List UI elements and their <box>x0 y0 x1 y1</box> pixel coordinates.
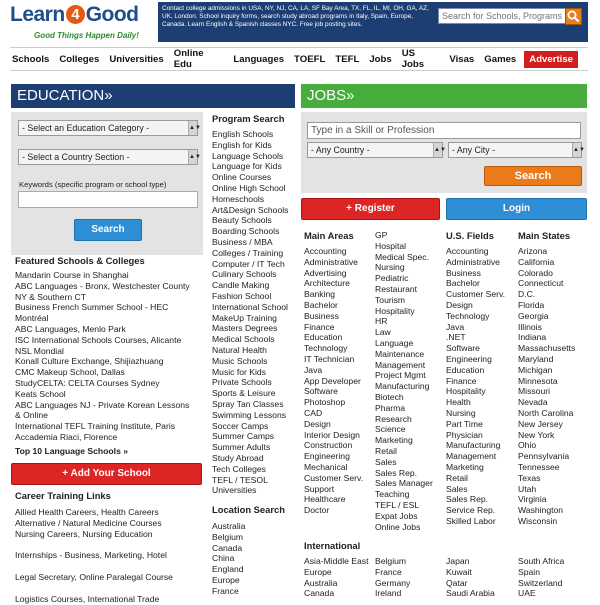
featured-school-link[interactable]: NSL Mondial <box>15 345 64 356</box>
program-link[interactable]: Soccer Camps <box>212 420 269 431</box>
program-link[interactable]: Natural Health <box>212 344 267 355</box>
program-link[interactable]: Language for Kids <box>212 161 282 172</box>
us-field-link[interactable]: Business <box>446 267 481 278</box>
chevron-down-icon: ▲▼ <box>188 121 197 135</box>
international-link[interactable]: Saudi Arabia <box>446 588 495 599</box>
job-area-link[interactable]: TEFL / ESL <box>375 499 420 510</box>
career-links <box>15 507 162 539</box>
us-field-link[interactable]: Customer Serv. <box>446 289 506 300</box>
program-link[interactable]: English for Kids <box>212 139 272 150</box>
job-area-link[interactable]: Sales Manager <box>375 478 433 489</box>
job-area-link[interactable]: Restaurant <box>375 283 418 294</box>
job-area-link[interactable]: Management <box>375 359 426 370</box>
program-link[interactable]: MakeUp Training <box>212 312 277 323</box>
job-area-link[interactable]: Design <box>304 418 331 429</box>
job-country-select[interactable]: - Any Country - ▲▼ <box>307 142 443 158</box>
location-link[interactable]: Canada <box>212 542 243 553</box>
job-areas-list-2 <box>375 230 433 532</box>
state-link[interactable]: Pennsylvania <box>518 451 570 462</box>
us-field-link[interactable]: Software <box>446 343 480 354</box>
job-area-link[interactable]: Language <box>375 337 414 348</box>
us-field-link[interactable]: Service Rep. <box>446 505 496 516</box>
nav-item[interactable]: TEFL <box>335 53 360 65</box>
international-link[interactable]: France <box>375 566 402 577</box>
keywords-label: Keywords (specific program or school type) <box>19 180 167 189</box>
featured-school-link[interactable]: ISC International Schools Courses, Alicante <box>15 334 182 345</box>
job-area-link[interactable]: Architecture <box>304 278 350 289</box>
career-link-logistics[interactable]: Logistics Courses, International Trade <box>15 594 160 604</box>
us-field-link[interactable]: Sales <box>446 483 468 494</box>
featured-school-link[interactable]: Mandarin Course in Shanghai <box>15 270 129 280</box>
state-link[interactable]: Washington <box>518 505 564 516</box>
job-area-link[interactable]: Teaching <box>375 489 410 500</box>
state-link[interactable]: Missouri <box>518 386 550 397</box>
main-states-title: Main States <box>518 230 571 241</box>
us-field-link[interactable]: Marketing <box>446 461 484 472</box>
featured-school-link[interactable]: Business French Summer School - HEC <box>15 302 169 313</box>
us-field-link[interactable]: Administrative <box>446 256 500 267</box>
us-field-link[interactable]: Bachelor <box>446 278 480 289</box>
register-button[interactable]: + Register <box>301 198 440 220</box>
job-area-link[interactable]: Accounting <box>304 246 347 256</box>
state-link[interactable]: California <box>518 256 555 267</box>
nav-item[interactable]: TOEFL <box>294 53 326 65</box>
international-link[interactable]: Ireland <box>375 588 402 599</box>
us-field-link[interactable]: Physician <box>446 429 483 440</box>
international-link[interactable]: Switzerland <box>518 577 563 588</box>
job-city-select[interactable]: - Any City - ▲▼ <box>448 142 582 158</box>
state-link[interactable]: Arizona <box>518 246 548 256</box>
state-link[interactable]: Minnesota <box>518 375 558 386</box>
us-field-link[interactable]: Technology <box>446 310 490 321</box>
international-list-3 <box>446 556 495 599</box>
program-link[interactable]: English Schools <box>212 129 274 139</box>
job-area-link[interactable]: Banking <box>304 289 336 300</box>
nav-item[interactable]: Visas <box>449 53 475 65</box>
location-link[interactable]: Europe <box>212 574 240 585</box>
location-link[interactable]: Australia <box>212 521 246 531</box>
logo-wordmark: Learn 4 Good <box>10 3 139 26</box>
us-field-link[interactable]: Java <box>446 321 465 332</box>
program-link[interactable]: Music for Kids <box>212 366 266 377</box>
program-link[interactable]: Online High School <box>212 182 286 193</box>
state-link[interactable]: Virginia <box>518 494 547 505</box>
featured-school-link[interactable]: Konall Culture Exchange, Shijiazhuang <box>15 356 164 367</box>
us-field-link[interactable]: Retail <box>446 472 468 483</box>
location-link[interactable]: France <box>212 585 239 596</box>
featured-school-link[interactable]: Montréal <box>15 313 49 324</box>
job-area-link[interactable]: Administrative <box>304 256 358 267</box>
job-area-link[interactable]: Engineering <box>304 451 350 462</box>
program-link[interactable]: Art&Design Schools <box>212 204 289 215</box>
job-area-link[interactable]: Medical Spec. <box>375 251 429 262</box>
international-link[interactable]: Asia-Middle East <box>304 556 369 566</box>
state-link[interactable]: New Jersey <box>518 418 563 429</box>
nav-item[interactable]: Colleges <box>59 53 100 65</box>
us-field-link[interactable]: .NET <box>446 332 466 343</box>
job-area-link[interactable]: Hospital <box>375 240 407 251</box>
state-link[interactable]: Connecticut <box>518 278 564 289</box>
job-area-link[interactable]: Pharma <box>375 402 406 413</box>
program-link[interactable]: Fashion School <box>212 290 272 301</box>
location-search-title: Location Search <box>212 504 285 515</box>
nav-item[interactable]: Languages <box>233 53 285 65</box>
logo-tagline: Good Things Happen Daily! <box>34 31 139 40</box>
us-field-link[interactable]: Health <box>446 397 471 408</box>
nav-item[interactable]: Schools <box>12 53 50 65</box>
us-field-link[interactable]: Hospitality <box>446 386 486 397</box>
state-link[interactable]: Ohio <box>518 440 537 451</box>
program-link[interactable]: Language Schools <box>212 150 284 161</box>
state-link[interactable]: Michigan <box>518 364 553 375</box>
job-area-link[interactable]: Online Jobs <box>375 521 421 532</box>
us-field-link[interactable]: Manufacturing <box>446 440 501 451</box>
featured-school-link[interactable]: ABC Languages - Bronx, Westchester County <box>15 280 190 291</box>
international-link[interactable]: Australia <box>304 577 338 588</box>
advertise-button[interactable]: Advertise <box>524 51 578 68</box>
site-logo[interactable] <box>10 3 158 43</box>
us-fields-list <box>446 246 505 527</box>
education-header[interactable]: EDUCATION» <box>11 84 295 108</box>
state-link[interactable]: D.C. <box>518 289 536 300</box>
state-link[interactable]: Indiana <box>518 332 547 343</box>
state-link[interactable]: Georgia <box>518 310 549 321</box>
program-link[interactable]: Summer Adults <box>212 442 271 453</box>
state-link[interactable]: New York <box>518 429 555 440</box>
location-link[interactable]: England <box>212 564 244 575</box>
international-list-1 <box>304 556 368 599</box>
nav-item[interactable]: Games <box>484 53 517 65</box>
main-nav <box>10 47 588 71</box>
job-area-link[interactable]: Mechanical <box>304 461 348 472</box>
state-link[interactable]: Nevada <box>518 397 548 408</box>
job-area-link[interactable]: Healthcare <box>304 494 346 505</box>
career-link[interactable]: Alternative / Natural Medicine Courses <box>15 517 162 528</box>
featured-school-link[interactable]: CMC Makeup School, Dallas <box>15 367 125 378</box>
career-title: Career Training Links <box>15 490 111 501</box>
job-area-link[interactable]: Technology <box>304 343 348 354</box>
program-link[interactable]: Tech Colleges <box>212 463 266 474</box>
job-area-link[interactable]: Manufacturing <box>375 381 430 392</box>
program-link[interactable]: Boarding Schools <box>212 226 280 237</box>
chevron-down-icon: ▲▼ <box>188 150 197 164</box>
featured-school-link[interactable]: ABC Languages NJ - Private Korean Lessons <box>15 399 190 410</box>
program-link[interactable]: Culinary Schools <box>212 269 277 280</box>
featured-list <box>15 270 205 443</box>
job-area-link[interactable]: Education <box>304 332 343 343</box>
international-link[interactable]: Europe <box>304 566 332 577</box>
program-link[interactable]: Sports & Leisure <box>212 388 276 399</box>
international-link[interactable]: Spain <box>518 566 540 577</box>
program-link[interactable]: Colleges / Training <box>212 247 284 258</box>
job-area-link[interactable]: Biotech <box>375 391 404 402</box>
program-link[interactable]: TEFL / TESOL <box>212 474 268 485</box>
jobs-search-button[interactable]: Search <box>484 166 582 186</box>
career-link-internships[interactable]: Internships - Business, Marketing, Hotel <box>15 550 167 560</box>
main-areas-title: Main Areas <box>304 230 354 241</box>
main-areas-list <box>304 246 363 516</box>
featured-school-link[interactable]: ABC Languages, Menlo Park <box>15 323 126 334</box>
program-search-title: Program Search <box>212 113 285 124</box>
state-link[interactable]: Massachusetts <box>518 343 576 354</box>
international-link[interactable]: Japan <box>446 556 470 566</box>
program-link[interactable]: Online Courses <box>212 172 272 183</box>
location-list <box>212 521 245 597</box>
job-area-link[interactable]: Sales <box>375 456 397 467</box>
program-link[interactable]: Masters Degrees <box>212 323 278 334</box>
program-link[interactable]: Swimming Lessons <box>212 409 287 420</box>
program-link[interactable]: Universities <box>212 485 257 496</box>
program-link[interactable]: Beauty Schools <box>212 215 272 226</box>
top10-link[interactable]: Top 10 Language Schools » <box>15 446 129 456</box>
program-link[interactable]: Candle Making <box>212 280 270 291</box>
career-link-legal[interactable]: Legal Secretary, Online Paralegal Course <box>15 572 173 582</box>
international-link[interactable]: UAE <box>518 588 536 599</box>
job-area-link[interactable]: Research <box>375 413 412 424</box>
us-fields-title: U.S. Fields <box>446 230 494 241</box>
international-link[interactable]: South Africa <box>518 556 565 566</box>
state-link[interactable]: Colorado <box>518 267 553 278</box>
job-area-link[interactable]: Bachelor <box>304 299 338 310</box>
international-list-2 <box>375 556 410 599</box>
international-link[interactable]: Canada <box>304 588 335 599</box>
us-field-link[interactable]: Education <box>446 364 485 375</box>
job-area-link[interactable]: Advertising <box>304 267 347 278</box>
program-link[interactable]: Private Schools <box>212 377 272 388</box>
program-link[interactable]: Summer Camps <box>212 431 275 442</box>
career-link[interactable]: Nursing Careers, Nursing Education <box>15 528 153 539</box>
nav-item[interactable]: Jobs <box>369 53 392 65</box>
program-link[interactable]: Business / MBA <box>212 236 273 247</box>
featured-school-link[interactable]: International TEFL Training Institute, Paris <box>15 421 176 432</box>
state-link[interactable]: Texas <box>518 472 541 483</box>
job-area-link[interactable]: Doctor <box>304 505 330 516</box>
state-link[interactable]: Florida <box>518 299 545 310</box>
featured-school-link[interactable]: NY & Southern CT <box>15 291 87 302</box>
international-list-4 <box>518 556 564 599</box>
featured-school-link[interactable]: StudyCELTA: CELTA Courses Sydney <box>15 377 160 388</box>
featured-school-link[interactable]: Accademia Riaci, Florence <box>15 431 118 442</box>
login-button[interactable]: Login <box>446 198 587 220</box>
job-area-link[interactable]: Interior Design <box>304 429 360 440</box>
us-field-link[interactable]: Finance <box>446 375 477 386</box>
job-area-link[interactable]: IT Technician <box>304 353 355 364</box>
international-title: International <box>304 540 361 551</box>
international-link[interactable]: Belgium <box>375 556 407 566</box>
program-link[interactable]: Homeschools <box>212 193 265 204</box>
location-link[interactable]: China <box>212 553 235 564</box>
job-area-link[interactable]: CAD <box>304 407 323 418</box>
site-header <box>0 0 600 44</box>
job-area-link[interactable]: Finance <box>304 321 335 332</box>
main-states-list <box>518 246 575 527</box>
featured-school-link[interactable]: & Online <box>15 410 48 421</box>
career-link[interactable]: Allied Health Careers, Health Careers <box>15 507 159 517</box>
job-area-link[interactable]: HR <box>375 316 388 327</box>
us-field-link[interactable]: Management <box>446 451 497 462</box>
job-area-link[interactable]: Tourism <box>375 294 406 305</box>
job-area-link[interactable]: Expat Jobs <box>375 510 418 521</box>
add-school-button[interactable]: + Add Your School <box>11 463 202 485</box>
state-link[interactable]: Tennessee <box>518 461 560 472</box>
international-link[interactable]: Qatar <box>446 577 468 588</box>
education-search-form <box>11 112 203 255</box>
job-area-link[interactable]: Law <box>375 327 391 338</box>
job-area-link[interactable]: Photoshop <box>304 397 346 408</box>
job-area-link[interactable]: GP <box>375 230 388 240</box>
job-area-link[interactable]: Science <box>375 424 406 435</box>
international-link[interactable]: Kuwait <box>446 566 472 577</box>
job-area-link[interactable]: App Developer <box>304 375 361 386</box>
state-link[interactable]: Utah <box>518 483 537 494</box>
program-link[interactable]: International School <box>212 301 288 312</box>
country-section-select[interactable]: - Select a Country Section - ▲▼ <box>18 149 198 165</box>
program-list <box>212 129 288 496</box>
job-area-link[interactable]: Maintenance <box>375 348 425 359</box>
state-link[interactable]: Illinois <box>518 321 542 332</box>
search-input[interactable] <box>438 8 567 24</box>
header-blurb: Contact college admissions in USA, NY, NJ, CA, LA, SF Bay Area, TX, FL, IL, MI, OH, GA, AZ, UK, London. School inquiry forms, search study abroad programs in Italy, Spain, Europe, Canada. Learn English & Spanish classes NYC. Free job posting sites. <box>158 2 434 42</box>
jobs-search-form <box>301 112 587 193</box>
us-field-link[interactable]: Skilled Labor <box>446 515 496 526</box>
search-button[interactable] <box>565 8 582 25</box>
us-field-link[interactable]: Accounting <box>446 246 489 256</box>
education-search-button[interactable]: Search <box>74 219 142 241</box>
header-search <box>434 2 588 42</box>
international-link[interactable]: Germany <box>375 577 411 588</box>
education-category-select[interactable]: - Select an Education Category - ▲▼ <box>18 120 198 136</box>
nav-item[interactable]: Universities <box>109 53 164 65</box>
chevron-down-icon: ▲▼ <box>433 143 442 157</box>
job-area-link[interactable]: Nursing <box>375 262 405 273</box>
state-link[interactable]: Wisconsin <box>518 515 558 526</box>
chevron-down-icon: ▲▼ <box>572 143 581 157</box>
program-link[interactable]: Music Schools <box>212 355 268 366</box>
jobs-header[interactable]: JOBS» <box>301 84 587 108</box>
us-field-link[interactable]: Design <box>446 299 473 310</box>
search-icon <box>566 9 581 24</box>
skill-input[interactable]: Type in a Skill or Profession <box>307 122 581 139</box>
job-area-link[interactable]: Business <box>304 310 339 321</box>
keywords-input[interactable] <box>18 191 198 208</box>
program-link[interactable]: Medical Schools <box>212 334 275 345</box>
job-area-link[interactable]: Support <box>304 483 335 494</box>
job-area-link[interactable]: Java <box>304 364 323 375</box>
job-area-link[interactable]: Retail <box>375 445 397 456</box>
featured-title: Featured Schools & Colleges <box>15 255 145 266</box>
nav-item[interactable]: US Jobs <box>401 48 425 70</box>
program-link[interactable]: Spray Tan Classes <box>212 398 284 409</box>
job-area-link[interactable]: Software <box>304 386 338 397</box>
job-area-link[interactable]: Pediatric <box>375 273 409 284</box>
job-area-link[interactable]: Hospitality <box>375 305 415 316</box>
us-field-link[interactable]: Part Time <box>446 418 483 429</box>
state-link[interactable]: North Carolina <box>518 407 574 418</box>
location-link[interactable]: Belgium <box>212 531 244 542</box>
featured-school-link[interactable]: Keats School <box>15 388 66 399</box>
program-link[interactable]: Study Abroad <box>212 452 264 463</box>
program-link[interactable]: Computer / IT Tech <box>212 258 285 269</box>
job-area-link[interactable]: Construction <box>304 440 353 451</box>
nav-item[interactable]: Online Edu <box>173 48 204 70</box>
us-field-link[interactable]: Sales Rep. <box>446 494 489 505</box>
job-area-link[interactable]: Customer Serv. <box>304 472 364 483</box>
us-field-link[interactable]: Engineering <box>446 353 492 364</box>
us-field-link[interactable]: Nursing <box>446 407 476 418</box>
state-link[interactable]: Maryland <box>518 353 554 364</box>
job-area-link[interactable]: Project Mgmt <box>375 370 426 381</box>
job-area-link[interactable]: Marketing <box>375 435 413 446</box>
job-area-link[interactable]: Sales Rep. <box>375 467 418 478</box>
